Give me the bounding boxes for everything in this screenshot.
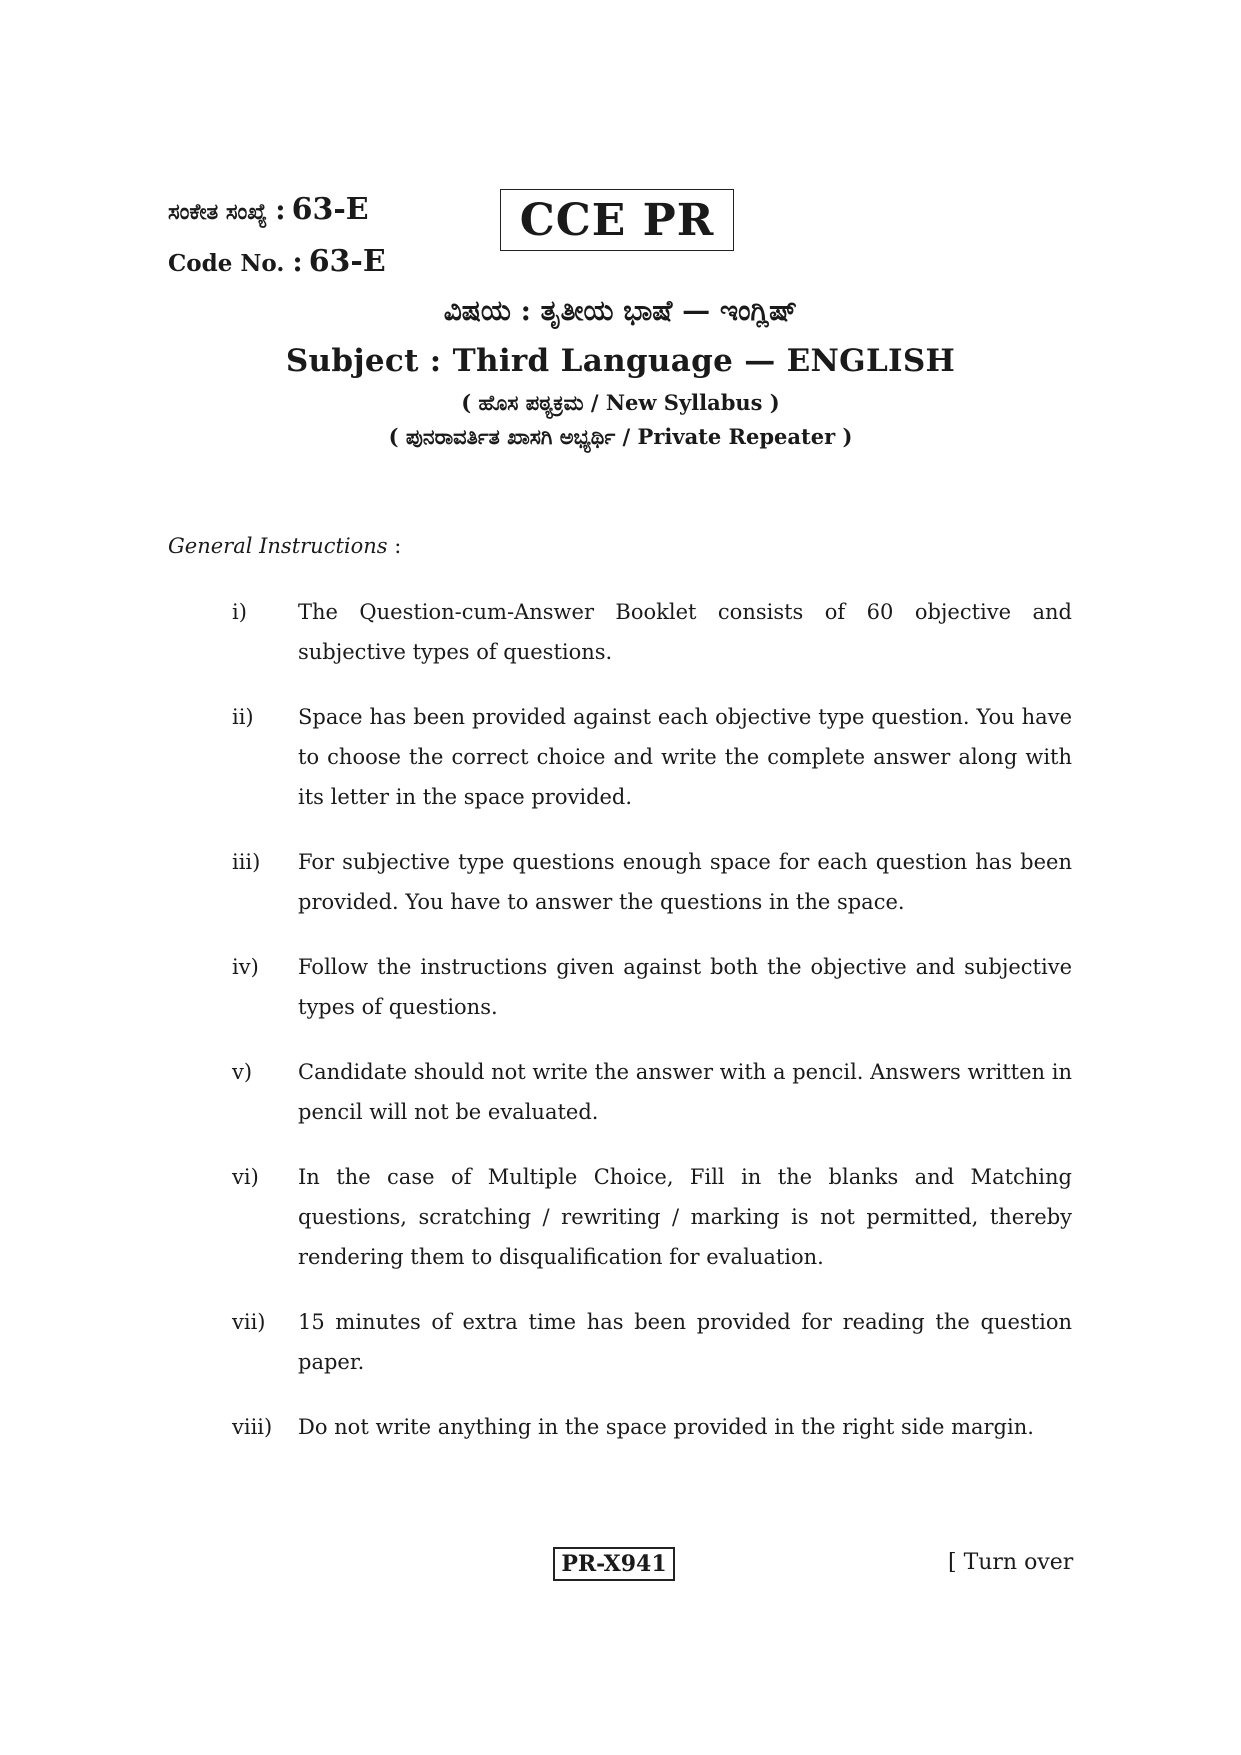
instruction-text: Space has been provided against each objective type question. You have to choose the correct choice and write the complete answer along with its letter in the space provided. (298, 705, 1072, 809)
code-number-kannada (168, 192, 369, 227)
code-english-label: Code No. (168, 250, 285, 277)
code-kannada-colon: : (275, 193, 286, 226)
code-kannada-value: 63-E (291, 192, 369, 227)
series-box: CCE PR (500, 189, 734, 251)
instruction-number: iv) (232, 955, 259, 979)
subject-kannada: ವಿಷಯ : ತೃತೀಯ ಭಾಷೆ — ಇಂಗ್ಲಿಷ್ (443, 294, 798, 327)
instruction-text: For subjective type questions enough space for each question has been provided. You have to answer the questions in the space. (298, 850, 1072, 914)
instruction-number: v) (232, 1060, 253, 1084)
syllabus-line: ( ಹೊಸ ಪಠ್ಯಕ್ರಮ / New Syllabus ) (461, 390, 780, 415)
instruction-text: 15 minutes of extra time has been provided for reading the question paper. (298, 1310, 1072, 1374)
general-instructions-colon: : (387, 534, 402, 558)
instruction-number: ii) (232, 705, 254, 729)
code-english-colon: : (292, 245, 303, 278)
instruction-text: Do not write anything in the space provided in the right side margin. (298, 1415, 1034, 1439)
instruction-text: Candidate should not write the answer with a pencil. Answers written in pencil will not be evaluated. (298, 1060, 1072, 1124)
general-instructions-label: General Instructions (168, 534, 388, 558)
code-kannada-label: ಸಂಕೇತ ಸಂಖ್ಯೆ (168, 199, 268, 225)
instruction-number: iii) (232, 850, 261, 874)
code-english-value: 63-E (308, 244, 386, 279)
subject-english: Subject : Third Language — ENGLISH (285, 343, 956, 379)
paper-code-box: PR-X941 (553, 1547, 675, 1581)
instruction-number: vi) (232, 1165, 259, 1189)
instruction-text: The Question-cum-Answer Booklet consists of 60 objective and subjective types of questions. (298, 600, 1072, 664)
general-instructions-heading (168, 534, 401, 558)
turn-over-note: [ Turn over (948, 1550, 1074, 1575)
code-number-english (168, 244, 386, 279)
instruction-text: Follow the instructions given against both the objective and subjective types of questions. (298, 955, 1072, 1019)
candidate-type-line: ( ಪುನರಾವರ್ತಿತ ಖಾಸಗಿ ಅಭ್ಯರ್ಥಿ / Private Repeater ) (388, 424, 853, 449)
instruction-number: vii) (232, 1310, 266, 1334)
instruction-number: i) (232, 600, 247, 624)
instruction-number: viii) (232, 1415, 273, 1439)
instruction-text: In the case of Multiple Choice, Fill in the blanks and Matching questions, scratching / rewriting / marking is not permitted, thereby rendering them to disqualification for evaluation. (298, 1165, 1072, 1269)
